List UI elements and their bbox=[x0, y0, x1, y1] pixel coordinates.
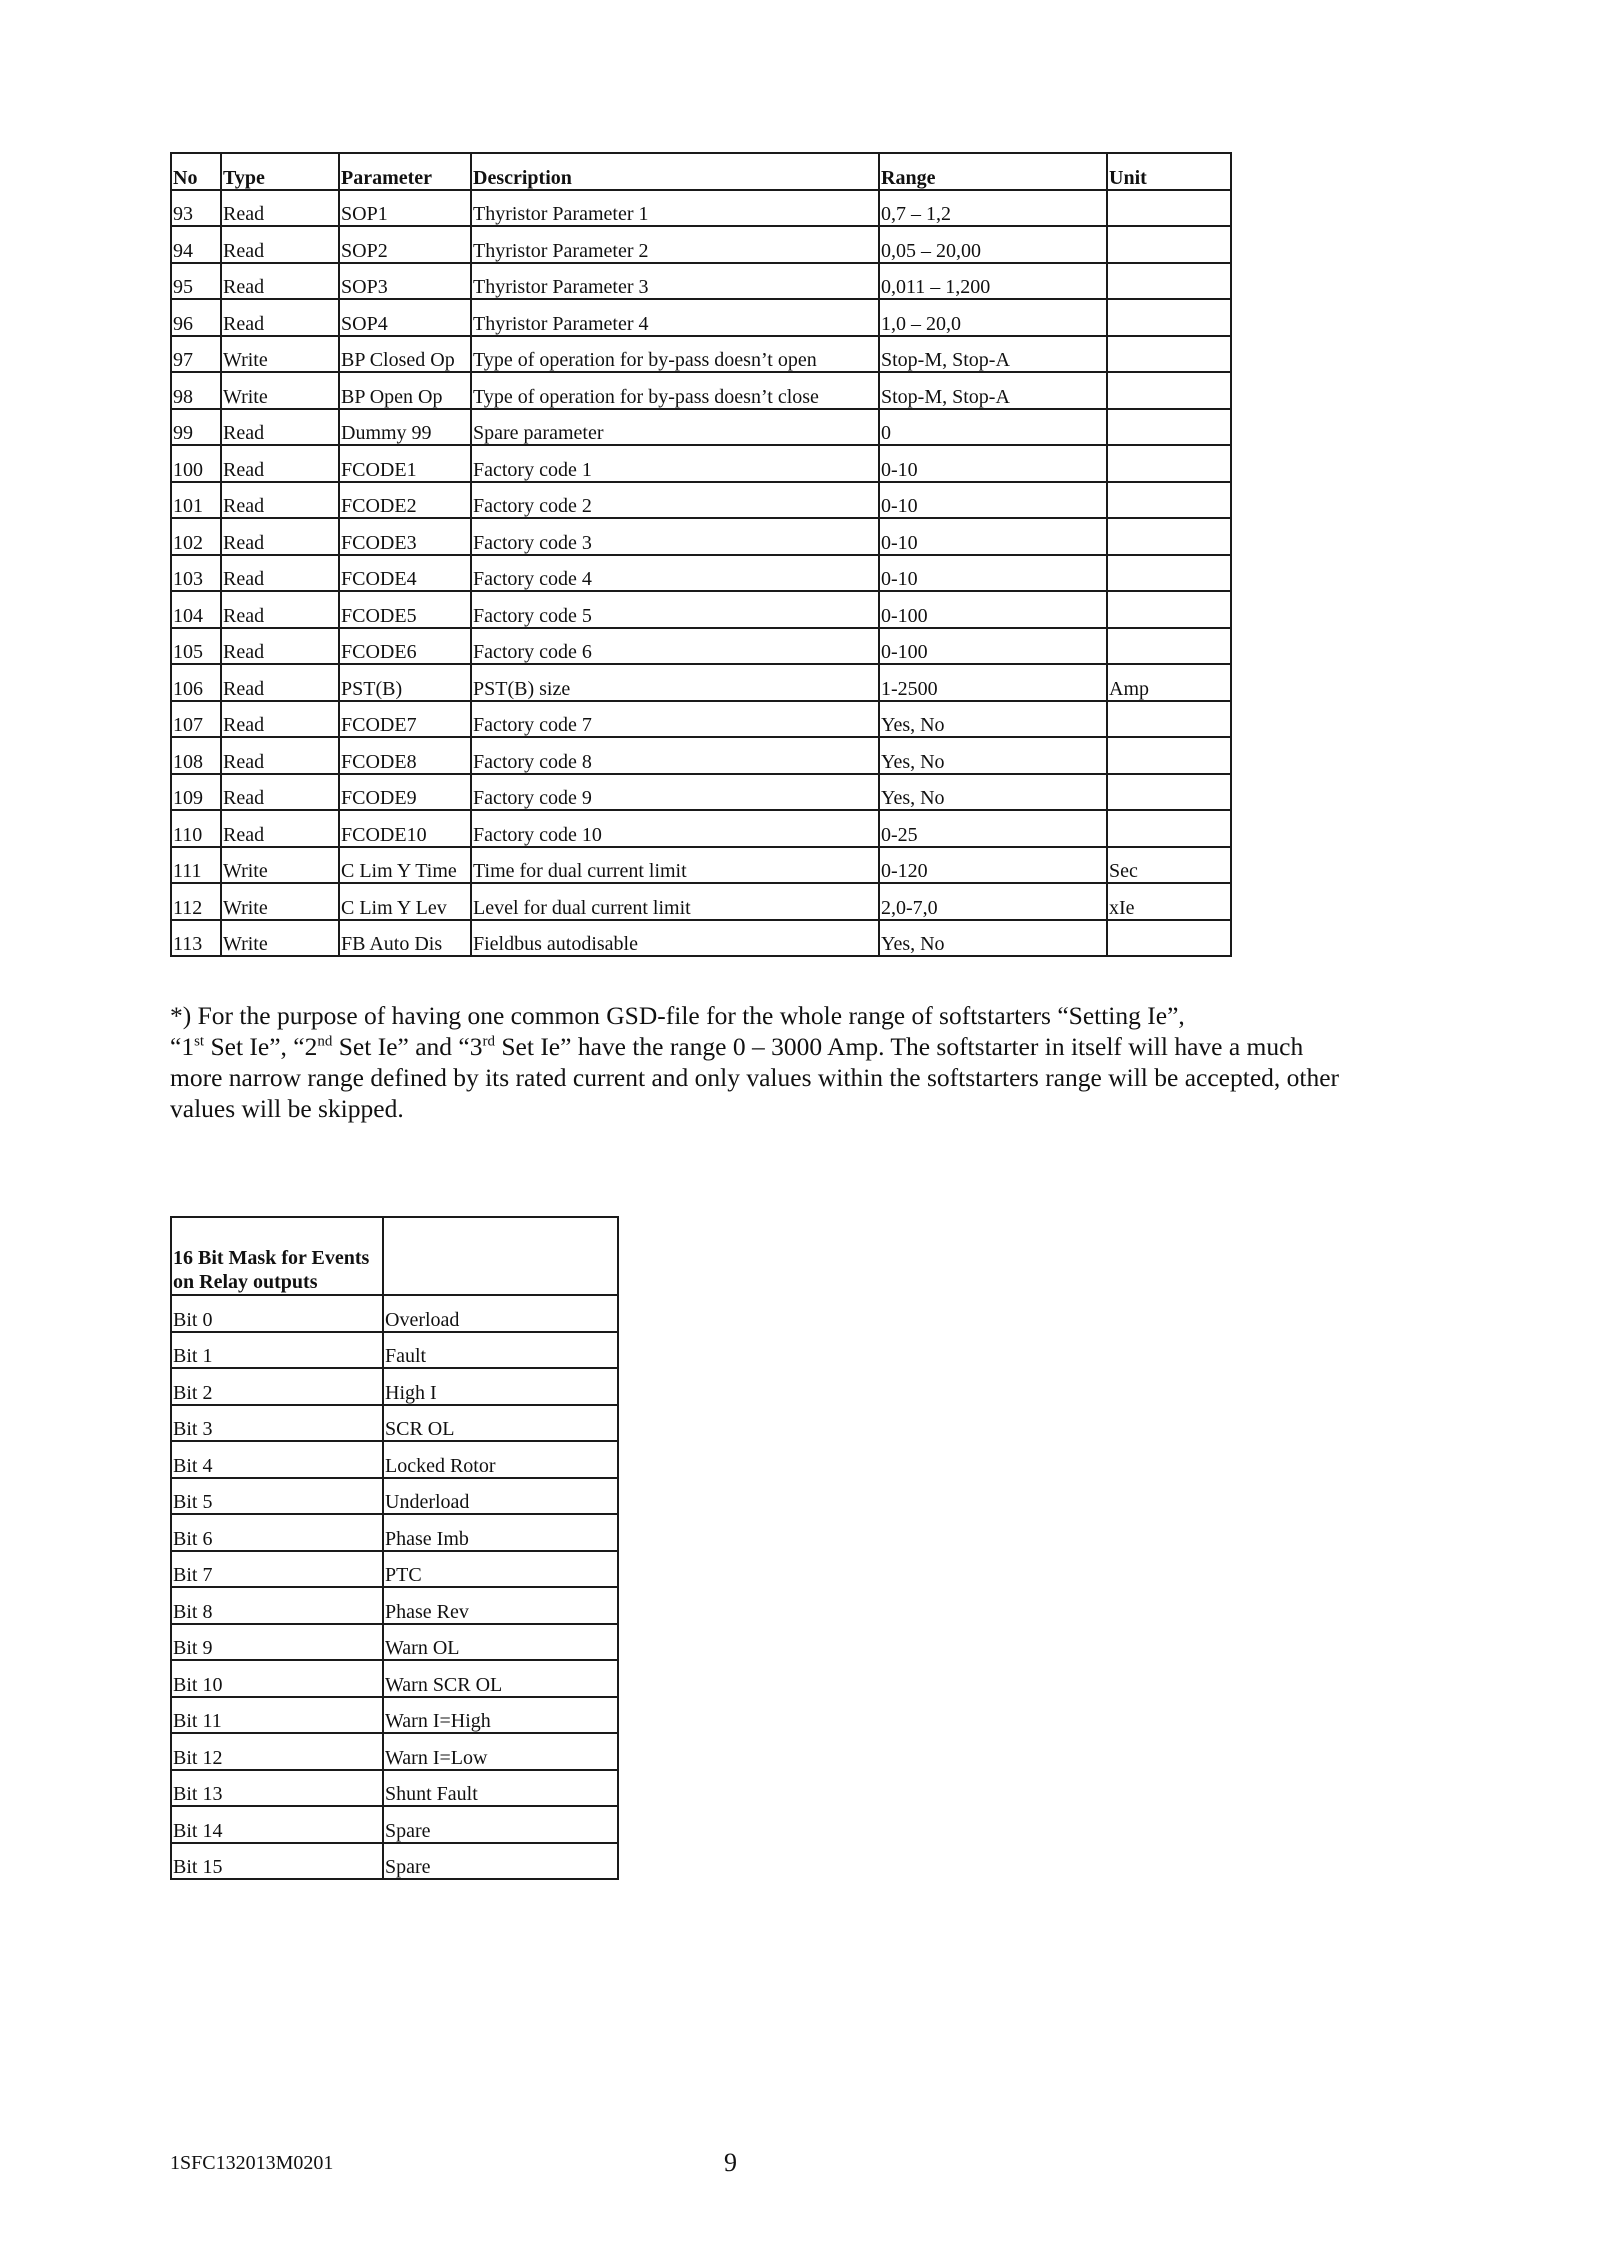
col-header-no: No bbox=[171, 153, 221, 190]
cell-type: Read bbox=[221, 555, 339, 592]
table-row bbox=[171, 920, 1231, 957]
table-row bbox=[171, 1478, 618, 1515]
cell-parameter: FCODE7 bbox=[339, 701, 471, 738]
cell-unit bbox=[1107, 774, 1231, 811]
bit-label: Bit 3 bbox=[171, 1405, 383, 1442]
cell-no: 107 bbox=[171, 701, 221, 738]
bit-label: Bit 9 bbox=[171, 1624, 383, 1661]
superscript: nd bbox=[317, 1033, 333, 1050]
cell-parameter: FCODE4 bbox=[339, 555, 471, 592]
table-row bbox=[171, 226, 1231, 263]
bit-event: Overload bbox=[383, 1295, 618, 1332]
cell-description: Factory code 5 bbox=[471, 591, 879, 628]
cell-parameter: FCODE6 bbox=[339, 628, 471, 665]
cell-description: Time for dual current limit bbox=[471, 847, 879, 884]
table-row bbox=[171, 810, 1231, 847]
cell-type: Read bbox=[221, 518, 339, 555]
cell-unit bbox=[1107, 336, 1231, 373]
cell-range: Stop-M, Stop-A bbox=[879, 372, 1107, 409]
cell-range: 0-10 bbox=[879, 518, 1107, 555]
table-row bbox=[171, 1624, 618, 1661]
bit-event: Phase Imb bbox=[383, 1514, 618, 1551]
cell-unit: xIe bbox=[1107, 883, 1231, 920]
table-row bbox=[171, 737, 1231, 774]
cell-unit bbox=[1107, 372, 1231, 409]
table-row bbox=[171, 847, 1231, 884]
cell-unit bbox=[1107, 409, 1231, 446]
bit-label: Bit 12 bbox=[171, 1733, 383, 1770]
cell-type: Read bbox=[221, 226, 339, 263]
cell-no: 111 bbox=[171, 847, 221, 884]
table-row bbox=[171, 883, 1231, 920]
cell-type: Read bbox=[221, 299, 339, 336]
bit-event: Underload bbox=[383, 1478, 618, 1515]
footnote-text: Set Ie”, “2 bbox=[204, 1032, 318, 1061]
cell-description: Factory code 6 bbox=[471, 628, 879, 665]
table-row bbox=[171, 1587, 618, 1624]
cell-description: PST(B) size bbox=[471, 664, 879, 701]
cell-description: Thyristor Parameter 2 bbox=[471, 226, 879, 263]
table-row bbox=[171, 409, 1231, 446]
footnote-text: Set Ie” have the range 0 – 3000 Amp. The softstarter in itself will have a much bbox=[494, 1032, 1304, 1061]
cell-range: Stop-M, Stop-A bbox=[879, 336, 1107, 373]
bit-label: Bit 10 bbox=[171, 1660, 383, 1697]
cell-range: 0-10 bbox=[879, 482, 1107, 519]
bit-label: Bit 1 bbox=[171, 1332, 383, 1369]
cell-unit bbox=[1107, 628, 1231, 665]
cell-description: Factory code 2 bbox=[471, 482, 879, 519]
cell-parameter: FCODE1 bbox=[339, 445, 471, 482]
cell-no: 94 bbox=[171, 226, 221, 263]
cell-description: Spare parameter bbox=[471, 409, 879, 446]
cell-no: 108 bbox=[171, 737, 221, 774]
cell-unit bbox=[1107, 518, 1231, 555]
cell-type: Read bbox=[221, 701, 339, 738]
cell-no: 106 bbox=[171, 664, 221, 701]
bit-event: Warn OL bbox=[383, 1624, 618, 1661]
cell-no: 95 bbox=[171, 263, 221, 300]
cell-type: Write bbox=[221, 883, 339, 920]
cell-description: Factory code 3 bbox=[471, 518, 879, 555]
cell-parameter: BP Open Op bbox=[339, 372, 471, 409]
col-header-parameter: Parameter bbox=[339, 153, 471, 190]
cell-parameter: SOP1 bbox=[339, 190, 471, 227]
bit-event: Spare bbox=[383, 1806, 618, 1843]
table-row bbox=[171, 1295, 618, 1332]
table-row bbox=[171, 1697, 618, 1734]
table-row bbox=[171, 1368, 618, 1405]
bit-label: Bit 13 bbox=[171, 1770, 383, 1807]
bit-event: SCR OL bbox=[383, 1405, 618, 1442]
bit-label: Bit 11 bbox=[171, 1697, 383, 1734]
cell-range: 0,7 – 1,2 bbox=[879, 190, 1107, 227]
cell-range: 0,011 – 1,200 bbox=[879, 263, 1107, 300]
table-row bbox=[171, 1806, 618, 1843]
cell-type: Write bbox=[221, 920, 339, 957]
cell-range: Yes, No bbox=[879, 737, 1107, 774]
cell-no: 113 bbox=[171, 920, 221, 957]
cell-type: Read bbox=[221, 591, 339, 628]
cell-type: Read bbox=[221, 409, 339, 446]
cell-type: Read bbox=[221, 737, 339, 774]
col-header-type: Type bbox=[221, 153, 339, 190]
table-row bbox=[171, 628, 1231, 665]
parameter-table bbox=[170, 152, 1232, 957]
cell-description: Level for dual current limit bbox=[471, 883, 879, 920]
bit-event: PTC bbox=[383, 1551, 618, 1588]
cell-description: Thyristor Parameter 3 bbox=[471, 263, 879, 300]
table-row bbox=[171, 372, 1231, 409]
cell-parameter: C Lim Y Lev bbox=[339, 883, 471, 920]
cell-no: 105 bbox=[171, 628, 221, 665]
bitmask-header-title: 16 Bit Mask for Events on Relay outputs bbox=[171, 1217, 383, 1295]
bit-event: Warn I=Low bbox=[383, 1733, 618, 1770]
table-row bbox=[171, 555, 1231, 592]
cell-range: 0-120 bbox=[879, 847, 1107, 884]
cell-description: Type of operation for by-pass doesn’t close bbox=[471, 372, 879, 409]
cell-parameter: FCODE10 bbox=[339, 810, 471, 847]
footnote-text: Set Ie” and “3 bbox=[332, 1032, 483, 1061]
col-header-range: Range bbox=[879, 153, 1107, 190]
cell-description: Factory code 8 bbox=[471, 737, 879, 774]
cell-range: 0-25 bbox=[879, 810, 1107, 847]
cell-parameter: FB Auto Dis bbox=[339, 920, 471, 957]
bit-label: Bit 5 bbox=[171, 1478, 383, 1515]
cell-unit bbox=[1107, 737, 1231, 774]
bit-event: High I bbox=[383, 1368, 618, 1405]
table-row bbox=[171, 1441, 618, 1478]
cell-type: Read bbox=[221, 263, 339, 300]
bit-event: Spare bbox=[383, 1843, 618, 1880]
cell-parameter: PST(B) bbox=[339, 664, 471, 701]
cell-parameter: FCODE8 bbox=[339, 737, 471, 774]
cell-unit bbox=[1107, 810, 1231, 847]
cell-description: Factory code 10 bbox=[471, 810, 879, 847]
table-row bbox=[171, 299, 1231, 336]
table-row bbox=[171, 1843, 618, 1880]
cell-type: Read bbox=[221, 810, 339, 847]
cell-no: 102 bbox=[171, 518, 221, 555]
cell-parameter: SOP3 bbox=[339, 263, 471, 300]
table-row bbox=[171, 1332, 618, 1369]
cell-no: 112 bbox=[171, 883, 221, 920]
footnote-line: values will be skipped. bbox=[170, 1094, 404, 1123]
cell-no: 109 bbox=[171, 774, 221, 811]
table-row bbox=[171, 664, 1231, 701]
table-row bbox=[171, 518, 1231, 555]
footnote-line: more narrow range defined by its rated current and only values within the softstarters range will be accepted, other bbox=[170, 1063, 1340, 1092]
cell-parameter: FCODE9 bbox=[339, 774, 471, 811]
col-header-unit: Unit bbox=[1107, 153, 1231, 190]
cell-parameter: BP Closed Op bbox=[339, 336, 471, 373]
cell-parameter: FCODE2 bbox=[339, 482, 471, 519]
superscript: st bbox=[194, 1033, 205, 1050]
cell-range: 0-100 bbox=[879, 628, 1107, 665]
table-row bbox=[171, 1551, 618, 1588]
table-row bbox=[171, 190, 1231, 227]
bit-label: Bit 6 bbox=[171, 1514, 383, 1551]
cell-description: Type of operation for by-pass doesn’t open bbox=[471, 336, 879, 373]
cell-range: 1-2500 bbox=[879, 664, 1107, 701]
table-row bbox=[171, 263, 1231, 300]
cell-range: Yes, No bbox=[879, 701, 1107, 738]
bit-label: Bit 15 bbox=[171, 1843, 383, 1880]
table-row bbox=[171, 445, 1231, 482]
cell-unit bbox=[1107, 263, 1231, 300]
cell-unit bbox=[1107, 226, 1231, 263]
table-row bbox=[171, 1770, 618, 1807]
table-row bbox=[171, 1405, 618, 1442]
cell-type: Write bbox=[221, 372, 339, 409]
cell-no: 104 bbox=[171, 591, 221, 628]
cell-parameter: FCODE3 bbox=[339, 518, 471, 555]
cell-description: Thyristor Parameter 4 bbox=[471, 299, 879, 336]
cell-description: Thyristor Parameter 1 bbox=[471, 190, 879, 227]
bit-event: Fault bbox=[383, 1332, 618, 1369]
bit-event: Phase Rev bbox=[383, 1587, 618, 1624]
cell-parameter: SOP4 bbox=[339, 299, 471, 336]
cell-range: 2,0-7,0 bbox=[879, 883, 1107, 920]
cell-type: Write bbox=[221, 336, 339, 373]
bit-label: Bit 0 bbox=[171, 1295, 383, 1332]
bit-event: Warn I=High bbox=[383, 1697, 618, 1734]
table-row bbox=[171, 482, 1231, 519]
cell-unit bbox=[1107, 482, 1231, 519]
cell-range: 0-100 bbox=[879, 591, 1107, 628]
cell-parameter: Dummy 99 bbox=[339, 409, 471, 446]
table-row bbox=[171, 591, 1231, 628]
cell-range: Yes, No bbox=[879, 774, 1107, 811]
cell-type: Read bbox=[221, 445, 339, 482]
cell-type: Read bbox=[221, 190, 339, 227]
cell-parameter: C Lim Y Time bbox=[339, 847, 471, 884]
footnote-text: “1 bbox=[170, 1032, 195, 1061]
cell-unit bbox=[1107, 190, 1231, 227]
cell-no: 100 bbox=[171, 445, 221, 482]
bit-label: Bit 7 bbox=[171, 1551, 383, 1588]
cell-type: Read bbox=[221, 482, 339, 519]
cell-description: Factory code 9 bbox=[471, 774, 879, 811]
cell-unit bbox=[1107, 920, 1231, 957]
document-code: 1SFC132013M0201 bbox=[170, 2152, 334, 2174]
cell-unit: Amp bbox=[1107, 664, 1231, 701]
cell-type: Read bbox=[221, 664, 339, 701]
col-header-description: Description bbox=[471, 153, 879, 190]
cell-type: Read bbox=[221, 774, 339, 811]
cell-no: 93 bbox=[171, 190, 221, 227]
bit-label: Bit 14 bbox=[171, 1806, 383, 1843]
cell-description: Factory code 7 bbox=[471, 701, 879, 738]
cell-no: 98 bbox=[171, 372, 221, 409]
cell-parameter: SOP2 bbox=[339, 226, 471, 263]
cell-range: 0-10 bbox=[879, 555, 1107, 592]
cell-range: Yes, No bbox=[879, 920, 1107, 957]
table-row bbox=[171, 774, 1231, 811]
cell-no: 96 bbox=[171, 299, 221, 336]
cell-unit bbox=[1107, 555, 1231, 592]
cell-unit bbox=[1107, 701, 1231, 738]
table-row bbox=[171, 1660, 618, 1697]
bit-event: Locked Rotor bbox=[383, 1441, 618, 1478]
parameter-table-header bbox=[171, 153, 1231, 190]
cell-range: 1,0 – 20,0 bbox=[879, 299, 1107, 336]
cell-unit: Sec bbox=[1107, 847, 1231, 884]
page-number: 9 bbox=[724, 2148, 737, 2177]
bit-label: Bit 2 bbox=[171, 1368, 383, 1405]
cell-range: 0 bbox=[879, 409, 1107, 446]
table-row bbox=[171, 1733, 618, 1770]
footnote-line: *) For the purpose of having one common GSD-file for the whole range of softstarters “Setting Ie”, bbox=[170, 1001, 1185, 1030]
cell-unit bbox=[1107, 299, 1231, 336]
cell-type: Read bbox=[221, 628, 339, 665]
bitmask-header-empty bbox=[383, 1217, 618, 1295]
bit-event: Warn SCR OL bbox=[383, 1660, 618, 1697]
cell-description: Factory code 4 bbox=[471, 555, 879, 592]
cell-parameter: FCODE5 bbox=[339, 591, 471, 628]
cell-no: 99 bbox=[171, 409, 221, 446]
table-row bbox=[171, 701, 1231, 738]
cell-no: 97 bbox=[171, 336, 221, 373]
cell-no: 103 bbox=[171, 555, 221, 592]
cell-range: 0,05 – 20,00 bbox=[879, 226, 1107, 263]
cell-unit bbox=[1107, 591, 1231, 628]
cell-range: 0-10 bbox=[879, 445, 1107, 482]
cell-unit bbox=[1107, 445, 1231, 482]
bit-label: Bit 4 bbox=[171, 1441, 383, 1478]
bit-event: Shunt Fault bbox=[383, 1770, 618, 1807]
cell-description: Fieldbus autodisable bbox=[471, 920, 879, 957]
cell-type: Write bbox=[221, 847, 339, 884]
cell-description: Factory code 1 bbox=[471, 445, 879, 482]
bitmask-table-header bbox=[171, 1217, 618, 1295]
bitmask-table bbox=[170, 1216, 619, 1880]
bit-label: Bit 8 bbox=[171, 1587, 383, 1624]
cell-no: 101 bbox=[171, 482, 221, 519]
table-row bbox=[171, 1514, 618, 1551]
table-row bbox=[171, 336, 1231, 373]
superscript: rd bbox=[482, 1033, 495, 1050]
footnote-paragraph bbox=[170, 1000, 1440, 1124]
cell-no: 110 bbox=[171, 810, 221, 847]
